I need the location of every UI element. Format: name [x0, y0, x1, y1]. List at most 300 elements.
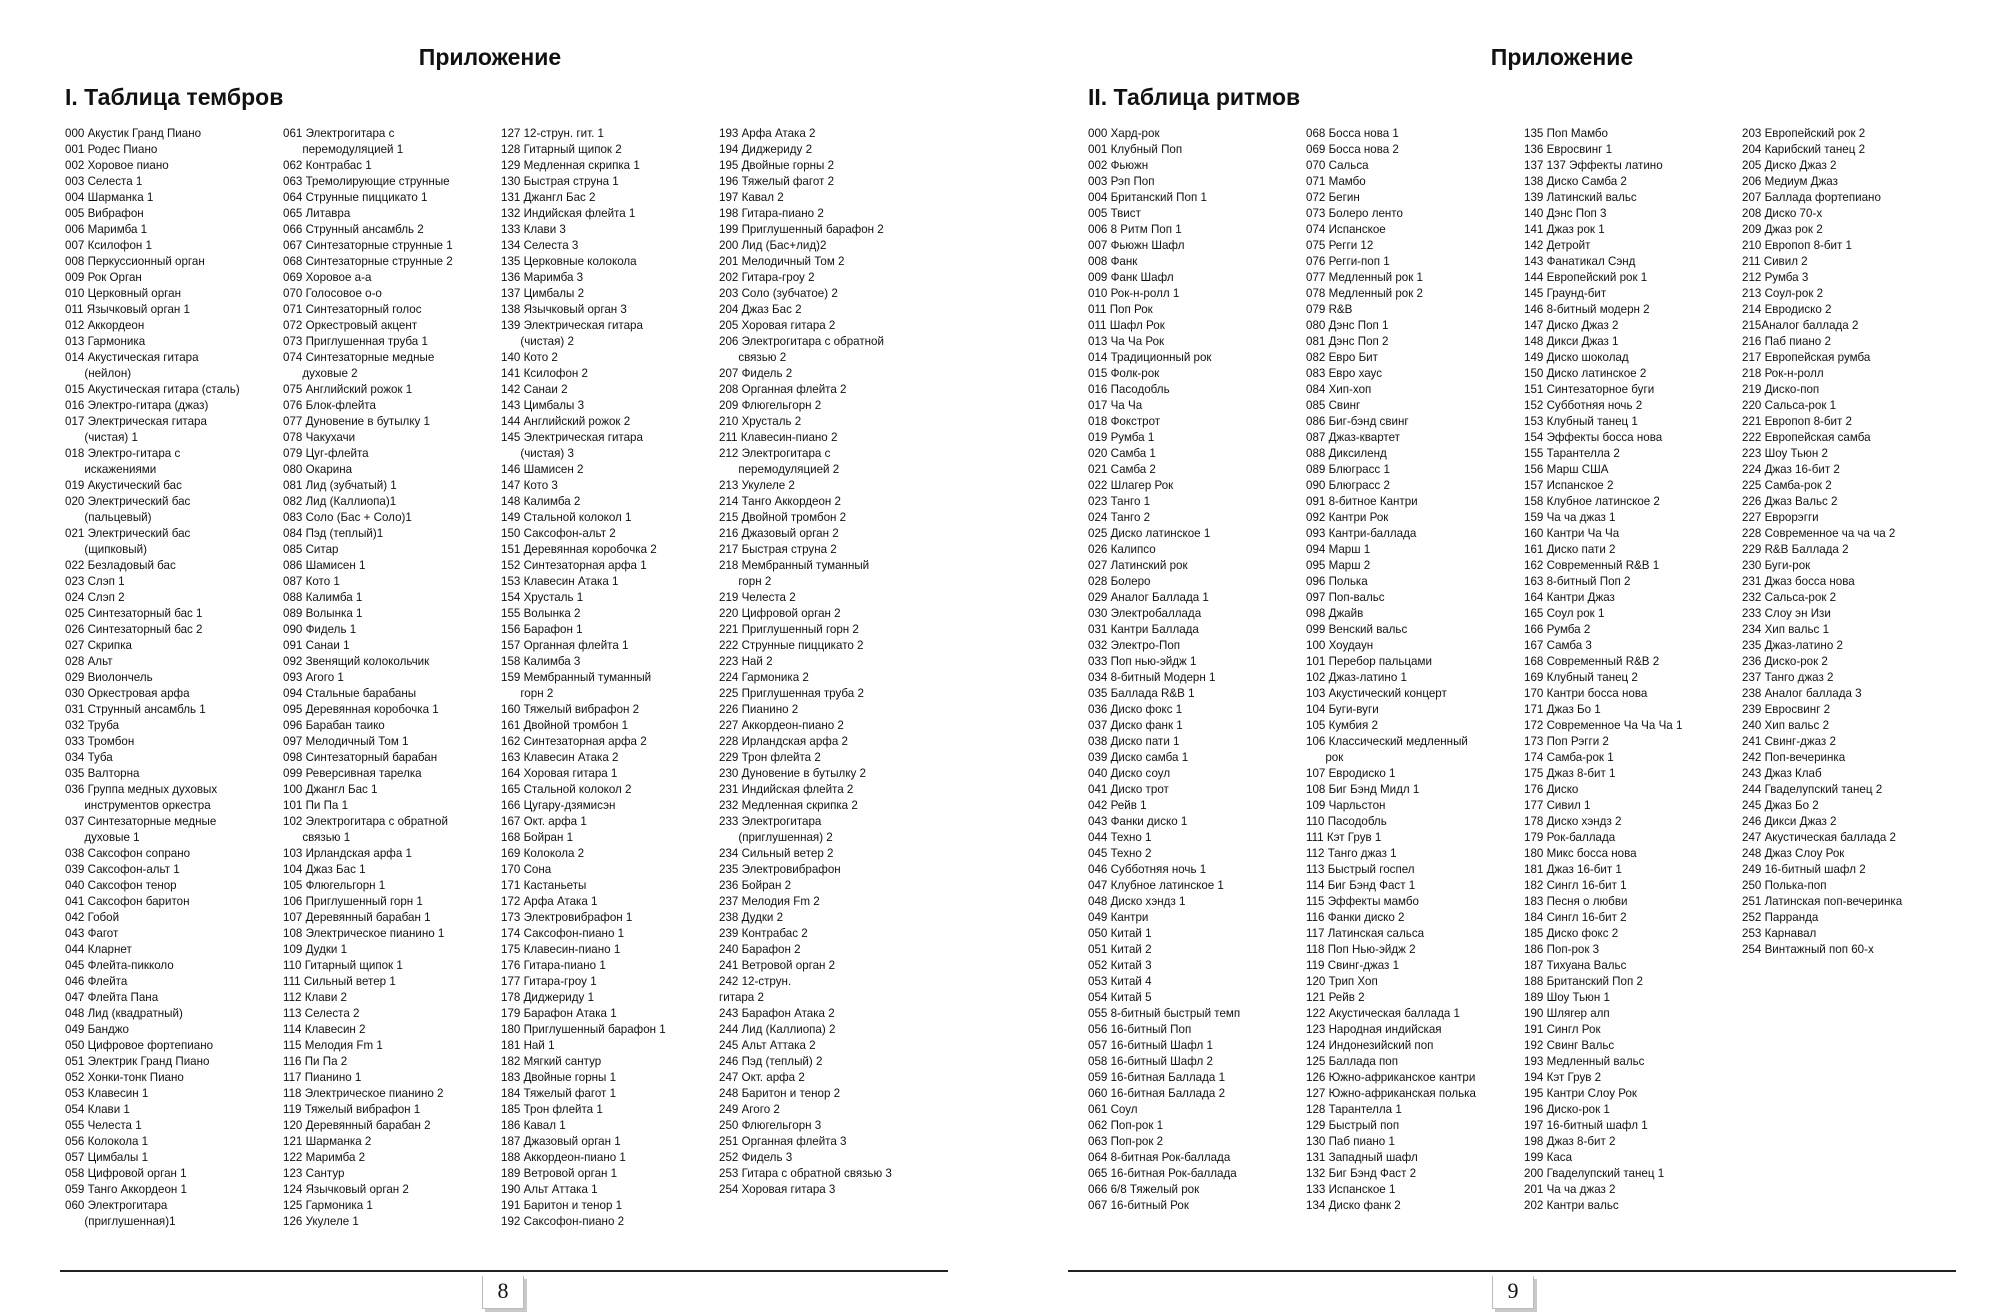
list-item: 101 Перебор пальцами	[1306, 655, 1432, 668]
list-item: 029 Виолончель	[65, 671, 153, 684]
list-item: 148 Калимба 2	[501, 495, 581, 508]
list-item: 169 Колокола 2	[501, 847, 585, 860]
list-item: 225 Приглушенная труба 2	[719, 687, 864, 700]
list-item: 187 Тихуана Вальс	[1524, 959, 1627, 972]
list-item: 140 Дэнс Поп 3	[1524, 207, 1607, 220]
list-item: 238 Дудки 2	[719, 911, 784, 924]
list-item: 108 Биг Бэнд Мидл 1	[1306, 783, 1420, 796]
list-item: 132 Биг Бэнд Фаст 2	[1306, 1167, 1417, 1180]
list-item: 225 Самба-рок 2	[1742, 479, 1832, 492]
list-item: 254 Хоровая гитара 3	[719, 1183, 836, 1196]
list-item: 127 12-струн. гит. 1	[501, 127, 605, 140]
list-item: 123 Сантур	[283, 1167, 345, 1180]
list-item: 183 Песня о любви	[1524, 895, 1628, 908]
list-item: 059 16-битная Баллада 1	[1088, 1071, 1226, 1084]
list-item: 042 Гобой	[65, 911, 120, 924]
list-item: 164 Хоровая гитара 1	[501, 767, 618, 780]
list-item: 245 Альт Аттака 2	[719, 1039, 816, 1052]
list-item: 047 Флейта Пана	[65, 991, 159, 1004]
rhythm-table	[1088, 126, 1942, 1214]
list-item: 202 Кантри вальс	[1524, 1199, 1619, 1212]
list-item: 066 6/8 Тяжелый рок	[1088, 1183, 1200, 1196]
list-item: 113 Быстрый госпел	[1306, 863, 1415, 876]
list-item: 058 16-битный Шафл 2	[1088, 1055, 1213, 1068]
list-item: 199 Приглушенный барафон 2	[719, 223, 884, 236]
list-item: 223 Шоу Тьюн 2	[1742, 447, 1828, 460]
list-item: 112 Клави 2	[283, 991, 347, 1004]
list-item: 119 Свинг-джаз 1	[1306, 959, 1400, 972]
list-item: 251 Латинская поп-вечеринка	[1742, 895, 1903, 908]
list-item: 008 Перкуссионный орган	[65, 255, 205, 268]
list-item: 138 Диско Самба 2	[1524, 175, 1627, 188]
list-item: 033 Тромбон	[65, 735, 135, 748]
list-item: 140 Кото 2	[501, 351, 558, 364]
list-item: 075 Английский рожок 1	[283, 383, 413, 396]
list-item: 237 Танго джаз 2	[1742, 671, 1834, 684]
list-item: 184 Сингл 16-бит 2	[1524, 911, 1627, 924]
list-item: 180 Приглушенный барафон 1	[501, 1023, 666, 1036]
list-item: 150 Диско латинское 2	[1524, 367, 1647, 380]
list-item: 068 Босса нова 1	[1306, 127, 1399, 140]
list-item: 056 Колокола 1	[65, 1135, 149, 1148]
list-item: 048 Диско хэндз 1	[1088, 895, 1186, 908]
list-item: 054 Клави 1	[65, 1103, 130, 1116]
timbre-column-1	[65, 126, 283, 1230]
list-item: 142 Санаи 2	[501, 383, 568, 396]
list-item: 167 Самба 3	[1524, 639, 1592, 652]
list-item: 152 Синтезаторная арфа 1	[501, 559, 647, 572]
page-number: 9	[1492, 1276, 1534, 1309]
list-item: 013 Гармоника	[65, 335, 146, 348]
list-item: 039 Саксофон-альт 1	[65, 863, 180, 876]
list-item: 181 Джаз 16-бит 1	[1524, 863, 1622, 876]
list-item: 001 Родес Пиано	[65, 143, 158, 156]
list-item: 064 8-битная Рок-баллада	[1088, 1151, 1231, 1164]
list-item: 206 Электрогитара с обратной связью 2	[719, 335, 884, 364]
list-item: 002 Хоровое пиано	[65, 159, 169, 172]
list-item: 075 Регги 12	[1306, 239, 1374, 252]
list-item: 041 Саксофон баритон	[65, 895, 190, 908]
list-item: 124 Индонезийский поп	[1306, 1039, 1434, 1052]
list-item: 118 Электрическое пианино 2	[283, 1087, 444, 1100]
list-item: 108 Электрическое пианино 1	[283, 927, 445, 940]
right-page	[1000, 0, 2000, 1316]
list-item: 035 Валторна	[65, 767, 140, 780]
list-item: 023 Танго 1	[1088, 495, 1151, 508]
list-item: 105 Кумбия 2	[1306, 719, 1378, 732]
list-item: 007 Ксилофон 1	[65, 239, 152, 252]
list-item: 207 Баллада фортепиано	[1742, 191, 1881, 204]
list-item: 188 Британский Поп 2	[1524, 975, 1643, 988]
list-item: 149 Диско шоколад	[1524, 351, 1629, 364]
list-item: 103 Акустический концерт	[1306, 687, 1447, 700]
list-item: 244 Гваделупский танец 2	[1742, 783, 1883, 796]
list-item: 233 Электрогитара (приглушенная) 2	[719, 815, 833, 844]
list-item: 109 Чарльстон	[1306, 799, 1386, 812]
list-item: 122 Акустическая баллада 1	[1306, 1007, 1460, 1020]
list-item: 182 Сингл 16-бит 1	[1524, 879, 1627, 892]
list-item: 248 Баритон и тенор 2	[719, 1087, 841, 1100]
list-item: 218 Мембранный туманный горн 2	[719, 559, 870, 588]
list-item: 217 Быстрая струна 2	[719, 543, 837, 556]
list-item: 018 Электро-гитара с искажениями	[65, 447, 181, 476]
list-item: 183 Двойные горны 1	[501, 1071, 617, 1084]
list-item: 220 Цифровой орган 2	[719, 607, 841, 620]
list-item: 128 Тарантелла 1	[1306, 1103, 1402, 1116]
list-item: 152 Субботняя ночь 2	[1524, 399, 1643, 412]
list-item: 227 Еврорэгги	[1742, 511, 1819, 524]
list-item: 109 Дудки 1	[283, 943, 348, 956]
list-item: 107 Евродиско 1	[1306, 767, 1396, 780]
list-item: 076 Блок-флейта	[283, 399, 376, 412]
list-item: 011 Шафл Рок	[1088, 319, 1165, 332]
list-item: 248 Джаз Слоу Рок	[1742, 847, 1845, 860]
list-item: 134 Диско фанк 2	[1306, 1199, 1401, 1212]
list-item: 224 Гармоника 2	[719, 671, 809, 684]
list-item: 015 Фолк-рок	[1088, 367, 1160, 380]
list-item: 190 Альт Аттака 1	[501, 1183, 598, 1196]
list-item: 094 Марш 1	[1306, 543, 1371, 556]
list-item: 079 Цуг-флейта	[283, 447, 369, 460]
list-item: 120 Трип Хоп	[1306, 975, 1378, 988]
list-item: 232 Медленная скрипка 2	[719, 799, 858, 812]
list-item: 170 Кантри босса нова	[1524, 687, 1648, 700]
list-item: 032 Электро-Поп	[1088, 639, 1181, 652]
list-item: 093 Кантри-баллада	[1306, 527, 1417, 540]
list-item: 161 Диско пати 2	[1524, 543, 1616, 556]
list-item: 194 Кэт Грув 2	[1524, 1071, 1602, 1084]
list-item: 104 Буги-вуги	[1306, 703, 1379, 716]
list-item: 145 Электрическая гитара (чистая) 3	[501, 431, 643, 460]
list-item: 086 Шамисен 1	[283, 559, 366, 572]
list-item: 098 Синтезаторный барабан	[283, 751, 438, 764]
list-item: 050 Китай 1	[1088, 927, 1152, 940]
list-item: 107 Деревянный барабан 1	[283, 911, 431, 924]
list-item: 083 Соло (Бас + Соло)1	[283, 511, 412, 524]
list-item: 059 Танго Аккордеон 1	[65, 1183, 187, 1196]
rhythm-column-4	[1742, 126, 1942, 1214]
list-item: 096 Полька	[1306, 575, 1368, 588]
section-title-timbres: I. Таблица тембров	[65, 84, 284, 110]
list-item: 110 Гитарный щипок 1	[283, 959, 403, 972]
list-item: 051 Электрик Гранд Пиано	[65, 1055, 210, 1068]
list-item: 105 Флюгельгорн 1	[283, 879, 386, 892]
list-item: 154 Хрусталь 1	[501, 591, 584, 604]
list-item: 012 Аккордеон	[65, 319, 145, 332]
list-item: 161 Двойной тромбон 1	[501, 719, 629, 732]
list-item: 250 Флюгельгорн 3	[719, 1119, 822, 1132]
list-item: 090 Фидель 1	[283, 623, 357, 636]
list-item: 092 Звенящий колокольчик	[283, 655, 430, 668]
list-item: 019 Акустический бас	[65, 479, 182, 492]
list-item: 036 Диско фокс 1	[1088, 703, 1183, 716]
list-item: 212 Электрогитара с перемодуляцией 2	[719, 447, 840, 476]
list-item: 061 Соул	[1088, 1103, 1138, 1116]
list-item: 091 8-битное Кантри	[1306, 495, 1418, 508]
list-item: 025 Диско латинское 1	[1088, 527, 1211, 540]
list-item: 106 Классический медленный рок	[1306, 735, 1468, 764]
list-item: 160 Тяжелый вибрафон 2	[501, 703, 640, 716]
list-item: 125 Баллада поп	[1306, 1055, 1399, 1068]
list-item: 038 Диско пати 1	[1088, 735, 1180, 748]
list-item: 113 Селеста 2	[283, 1007, 360, 1020]
list-item: 010 Церковный орган	[65, 287, 181, 300]
list-item: 243 Джаз Клаб	[1742, 767, 1822, 780]
list-item: 166 Румба 2	[1524, 623, 1591, 636]
list-item: 029 Аналог Баллада 1	[1088, 591, 1209, 604]
list-item: 145 Граунд-бит	[1524, 287, 1607, 300]
list-item: 219 Челеста 2	[719, 591, 796, 604]
list-item: 176 Гитара-пиано 1	[501, 959, 606, 972]
list-item: 191 Баритон и тенор 1	[501, 1199, 623, 1212]
list-item: 226 Пианино 2	[719, 703, 799, 716]
list-item: 185 Трон флейта 1	[501, 1103, 603, 1116]
list-item: 141 Джаз рок 1	[1524, 223, 1605, 236]
list-item: 197 Кавал 2	[719, 191, 784, 204]
list-item: 238 Аналог баллада 3	[1742, 687, 1862, 700]
list-item: 190 Шляrер алп	[1524, 1007, 1610, 1020]
list-item: 081 Лид (зубчатый) 1	[283, 479, 397, 492]
list-item: 215 Двойной тромбон 2	[719, 511, 847, 524]
list-item: 171 Джаз Бо 1	[1524, 703, 1601, 716]
list-item: 032 Труба	[65, 719, 120, 732]
list-item: 173 Электровибрафон 1	[501, 911, 633, 924]
list-item: 078 Чакухачи	[283, 431, 356, 444]
list-item: 085 Свинг	[1306, 399, 1361, 412]
list-item: 155 Тарантелла 2	[1524, 447, 1620, 460]
list-item: 038 Саксофон сопрано	[65, 847, 191, 860]
list-item: 006 8 Ритм Поп 1	[1088, 223, 1182, 236]
list-item: 193 Арфа Атака 2	[719, 127, 816, 140]
list-item: 074 Синтезаторные медные духовые 2	[283, 351, 435, 380]
list-item: 239 Контрабас 2	[719, 927, 808, 940]
list-item: 020 Электрический бас (пальцевый)	[65, 495, 191, 524]
list-item: 099 Реверсивная тарелка	[283, 767, 422, 780]
list-item: 186 Кавал 1	[501, 1119, 566, 1132]
list-item: 215Аналог баллада 2	[1742, 319, 1859, 332]
list-item: 209 Джаз рок 2	[1742, 223, 1823, 236]
list-item: 077 Дуновение в бутылку 1	[283, 415, 430, 428]
list-item: 003 Селеста 1	[65, 175, 143, 188]
list-item: 237 Мелодия Fm 2	[719, 895, 820, 908]
list-item: 245 Джаз Бо 2	[1742, 799, 1819, 812]
list-item: 002 Фьюжн	[1088, 159, 1149, 172]
list-item: 021 Самба 2	[1088, 463, 1156, 476]
list-item: 083 Евро хаус	[1306, 367, 1383, 380]
list-item: 249 Агого 2	[719, 1103, 780, 1116]
list-item: 232 Сальса-рок 2	[1742, 591, 1837, 604]
timbre-table	[65, 126, 934, 1230]
list-item: 126 Укулеле 1	[283, 1215, 359, 1228]
list-item: 139 Электрическая гитара (чистая) 2	[501, 319, 643, 348]
list-item: 115 Эффекты мамбо	[1306, 895, 1419, 908]
list-item: 158 Калимба 3	[501, 655, 581, 668]
list-item: 236 Бойран 2	[719, 879, 792, 892]
list-item: 200 Гваделупский танец 1	[1524, 1167, 1665, 1180]
list-item: 192 Свинг Вальс	[1524, 1039, 1615, 1052]
list-item: 222 Европейская самба	[1742, 431, 1871, 444]
list-item: 064 Струнные пиццикато 1	[283, 191, 428, 204]
list-item: 043 Фагот	[65, 927, 119, 940]
list-item: 164 Кантри Джаз	[1524, 591, 1615, 604]
list-item: 249 16-битный шафл 2	[1742, 863, 1866, 876]
list-item: 216 Джазовый орган 2	[719, 527, 839, 540]
list-item: 182 Мягкий сантур	[501, 1055, 602, 1068]
list-item: 192 Саксофон-пиано 2	[501, 1215, 625, 1228]
list-item: 068 Синтезаторные струнные 2	[283, 255, 453, 268]
list-item: 246 Пэд (теплый) 2	[719, 1055, 823, 1068]
list-item: 027 Латинский рок	[1088, 559, 1188, 572]
list-item: 209 Флюгельгорн 2	[719, 399, 822, 412]
list-item: 141 Ксилофон 2	[501, 367, 588, 380]
list-item: 129 Медленная скрипка 1	[501, 159, 640, 172]
list-item: 014 Акустическая гитара (нейлон)	[65, 351, 199, 380]
list-item: 039 Диско самба 1	[1088, 751, 1189, 764]
list-item: 115 Мелодия Fm 1	[283, 1039, 383, 1052]
list-item: 194 Диджериду 2	[719, 143, 813, 156]
list-item: 062 Контрабас 1	[283, 159, 372, 172]
list-item: 114 Клавесин 2	[283, 1023, 366, 1036]
list-item: 044 Кларнет	[65, 943, 132, 956]
list-item: 026 Синтезаторный бас 2	[65, 623, 203, 636]
list-item: 170 Сона	[501, 863, 552, 876]
list-item: 252 Парранда	[1742, 911, 1819, 924]
list-item: 042 Рейв 1	[1088, 799, 1147, 812]
list-item: 169 Клубный танец 2	[1524, 671, 1638, 684]
list-item: 208 Диско 70-х	[1742, 207, 1823, 220]
list-item: 089 Волынка 1	[283, 607, 363, 620]
list-item: 100 Хоудаун	[1306, 639, 1374, 652]
list-item: 154 Эффекты босса нова	[1524, 431, 1663, 444]
list-item: 131 Западный шафл	[1306, 1151, 1418, 1164]
list-item: 063 Тремолирующие струнные	[283, 175, 450, 188]
list-item: 136 Евросвинг 1	[1524, 143, 1613, 156]
list-item: 045 Флейта-пикколо	[65, 959, 174, 972]
list-item: 016 Электро-гитара (джаз)	[65, 399, 209, 412]
list-item: 082 Лид (Каллиопа)1	[283, 495, 397, 508]
list-item: 007 Фьюжн Шафл	[1088, 239, 1185, 252]
list-item: 071 Мамбо	[1306, 175, 1366, 188]
list-item: 202 Гитара-гроу 2	[719, 271, 815, 284]
list-item: 072 Бегин	[1306, 191, 1360, 204]
list-item: 212 Румба 3	[1742, 271, 1809, 284]
list-item: 239 Евросвинг 2	[1742, 703, 1831, 716]
list-item: 102 Джаз-латино 1	[1306, 671, 1407, 684]
list-item: 053 Клавесин 1	[65, 1087, 149, 1100]
list-item: 234 Сильный ветер 2	[719, 847, 834, 860]
list-item: 254 Винтажный поп 60-х	[1742, 943, 1874, 956]
list-item: 142 Детройт	[1524, 239, 1591, 252]
list-item: 095 Марш 2	[1306, 559, 1371, 572]
list-item: 106 Приглушенный горн 1	[283, 895, 423, 908]
list-item: 179 Барафон Атака 1	[501, 1007, 617, 1020]
list-item: 157 Испанское 2	[1524, 479, 1614, 492]
footer-rule	[60, 1270, 948, 1272]
list-item: 219 Диско-поп	[1742, 383, 1820, 396]
list-item: 129 Быстрый поп	[1306, 1119, 1400, 1132]
list-item: 146 8-битный модерн 2	[1524, 303, 1650, 316]
list-item: 097 Мелодичный Том 1	[283, 735, 409, 748]
list-item: 236 Диско-рок 2	[1742, 655, 1828, 668]
list-item: 004 Британский Поп 1	[1088, 191, 1207, 204]
timbre-column-2	[283, 126, 501, 1230]
list-item: 025 Синтезаторный бас 1	[65, 607, 203, 620]
list-item: 034 8-битный Модерн 1	[1088, 671, 1216, 684]
list-item: 189 Ветровой орган 1	[501, 1167, 618, 1180]
list-item: 017 Ча Ча	[1088, 399, 1143, 412]
list-item: 191 Сингл Рок	[1524, 1023, 1601, 1036]
list-item: 188 Аккордеон-пиано 1	[501, 1151, 626, 1164]
list-item: 008 Фанк	[1088, 255, 1138, 268]
list-item: 121 Шарманка 2	[283, 1135, 372, 1148]
list-item: 229 R&B Баллада 2	[1742, 543, 1849, 556]
list-item: 034 Туба	[65, 751, 113, 764]
list-item: 089 Блюграсс 1	[1306, 463, 1390, 476]
list-item: 180 Микс босса нова	[1524, 847, 1637, 860]
list-item: 163 8-битный Поп 2	[1524, 575, 1631, 588]
list-item: 186 Поп-рок 3	[1524, 943, 1600, 956]
list-item: 065 Литавра	[283, 207, 351, 220]
list-item: 026 Калипсо	[1088, 543, 1156, 556]
list-item: 069 Босса нова 2	[1306, 143, 1399, 156]
list-item: 137 Цимбалы 2	[501, 287, 585, 300]
list-item: 003 Рэп Поп	[1088, 175, 1155, 188]
list-item: 000 Акустик Гранд Пиано	[65, 127, 202, 140]
page-heading: Приложение	[418, 44, 562, 70]
list-item: 206 Медиум Джаз	[1742, 175, 1838, 188]
list-item: 049 Кантри	[1088, 911, 1149, 924]
list-item: 143 Цимбалы 3	[501, 399, 585, 412]
list-item: 132 Индийская флейта 1	[501, 207, 636, 220]
list-item: 027 Скрипка	[65, 639, 132, 652]
list-item: 231 Индийская флейта 2	[719, 783, 854, 796]
list-item: 231 Джаз босса нова	[1742, 575, 1855, 588]
list-item: 076 Регги-поп 1	[1306, 255, 1390, 268]
list-item: 241 Ветровой орган 2	[719, 959, 836, 972]
list-item: 168 Бойран 1	[501, 831, 574, 844]
list-item: 208 Органная флейта 2	[719, 383, 847, 396]
list-item: 067 Синтезаторные струнные 1	[283, 239, 453, 252]
list-item: 251 Органная флейта 3	[719, 1135, 847, 1148]
list-item: 120 Деревянный барабан 2	[283, 1119, 431, 1132]
list-item: 058 Цифровой орган 1	[65, 1167, 187, 1180]
list-item: 138 Язычковый орган 3	[501, 303, 627, 316]
list-item: 176 Диско	[1524, 783, 1579, 796]
list-item: 054 Китай 5	[1088, 991, 1152, 1004]
rhythm-column-1	[1088, 126, 1306, 1214]
list-item: 087 Джаз-квартет	[1306, 431, 1400, 444]
list-item: 177 Гитара-грoy 1	[501, 975, 597, 988]
list-item: 005 Твист	[1088, 207, 1141, 220]
list-item: 172 Современное Ча Ча Ча 1	[1524, 719, 1683, 732]
list-item: 101 Пи Па 1	[283, 799, 349, 812]
rhythm-column-3	[1524, 126, 1742, 1214]
list-item: 096 Барабан таико	[283, 719, 385, 732]
list-item: 072 Оркестровый акцент	[283, 319, 418, 332]
list-item: 203 Соло (зубчатое) 2	[719, 287, 838, 300]
list-item: 000 Хард-рок	[1088, 127, 1160, 140]
list-item: 090 Блюграсс 2	[1306, 479, 1390, 492]
list-item: 173 Поп Рэгги 2	[1524, 735, 1609, 748]
list-item: 211 Клавесин-пиано 2	[719, 431, 838, 444]
list-item: 037 Синтезаторные медные духовые 1	[65, 815, 217, 844]
list-item: 118 Поп Нью-эйдж 2	[1306, 943, 1416, 956]
list-item: 198 Гитара-пиано 2	[719, 207, 824, 220]
list-item: 046 Флейта	[65, 975, 128, 988]
list-item: 071 Синтезаторный голос	[283, 303, 422, 316]
list-item: 084 Хип-хоп	[1306, 383, 1372, 396]
list-item: 171 Кастаньеты	[501, 879, 587, 892]
